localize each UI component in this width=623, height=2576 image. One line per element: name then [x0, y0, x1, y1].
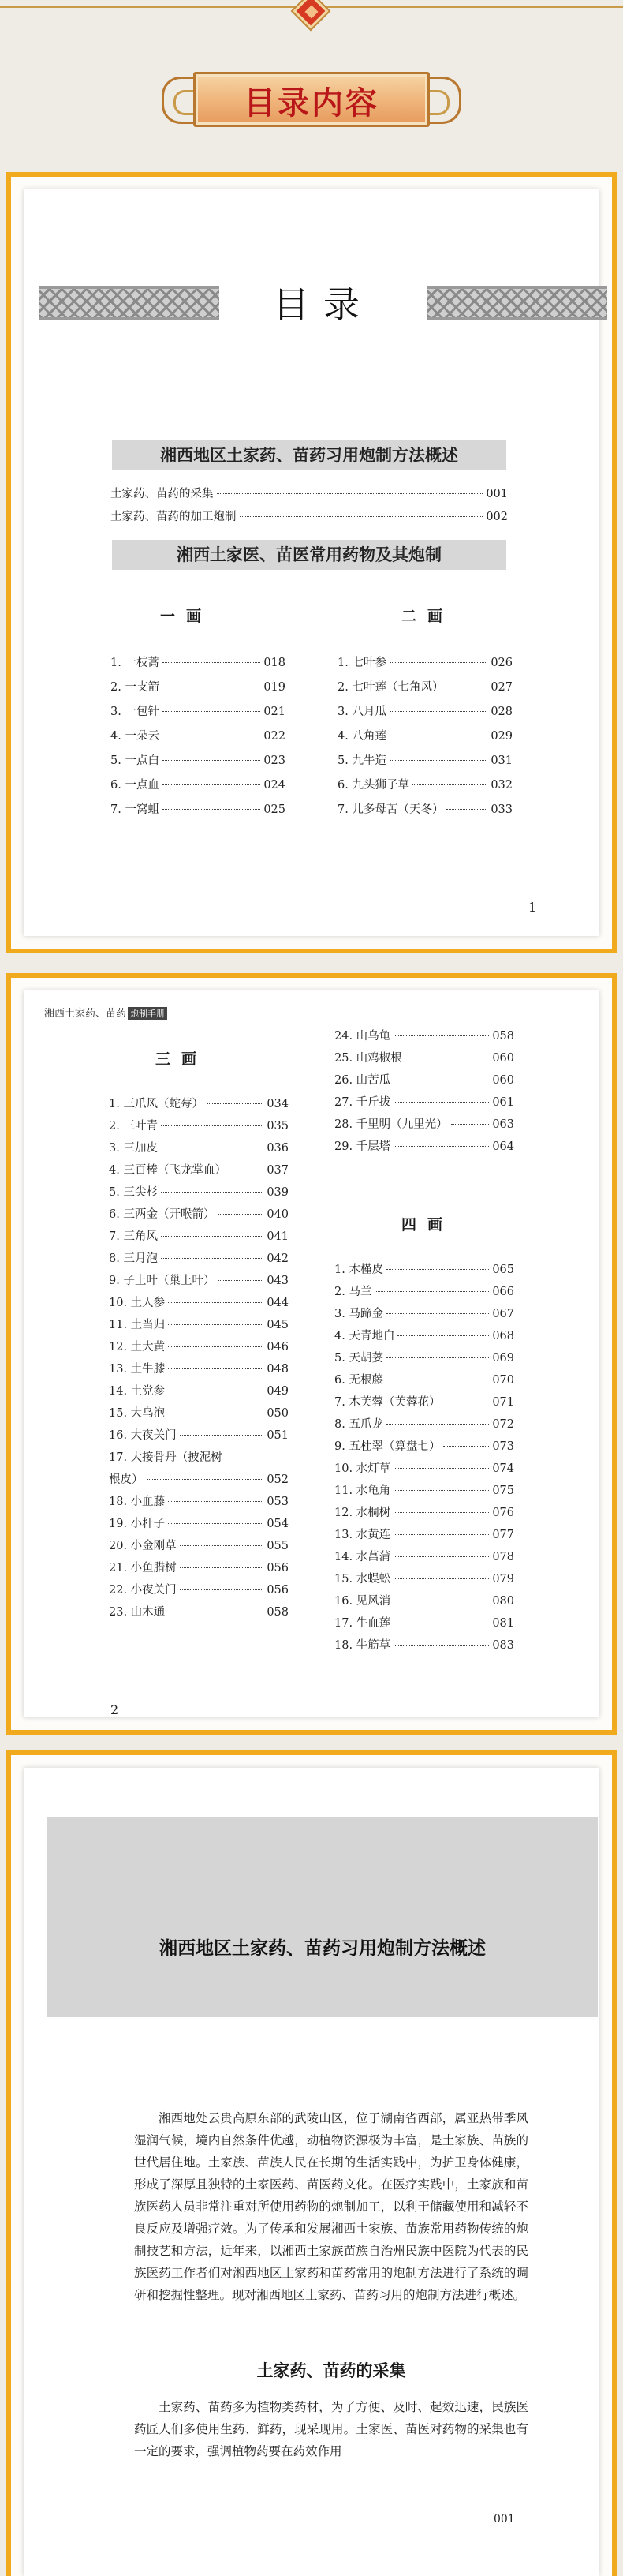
dot-leader: [180, 1435, 264, 1436]
toc-entry[interactable]: [334, 1503, 514, 1520]
toc-entry-title: 2. 七叶莲（七角风）: [338, 681, 444, 694]
toc-entry-page: 058: [267, 1606, 289, 1619]
toc-entry-page: 074: [492, 1462, 514, 1475]
toc-entry-page: 078: [492, 1551, 514, 1563]
toc-entry-page: 079: [492, 1573, 514, 1586]
toc-entry-page: 046: [267, 1341, 289, 1354]
toc-entry-title: 3. 三加皮: [109, 1142, 158, 1155]
dot-leader: [412, 784, 487, 785]
toc-entry-title: 16. 见风消: [334, 1595, 391, 1608]
toc-entry-page: 051: [267, 1429, 289, 1442]
toc-entry[interactable]: [334, 1481, 514, 1498]
dot-leader: [394, 1146, 489, 1147]
toc-entry-title: 20. 小金刚草: [109, 1540, 177, 1552]
stroke-group-title: 四画: [401, 1216, 453, 1234]
toc-entry-title: 22. 小夜关门: [109, 1584, 177, 1597]
toc-entry-page: 048: [267, 1363, 289, 1376]
toc-entry[interactable]: [109, 1603, 289, 1619]
page-number: 2: [110, 1702, 119, 1717]
toc-entry-title: 13. 土牛膝: [109, 1363, 166, 1376]
dot-leader: [375, 1291, 489, 1292]
toc-entry[interactable]: [334, 1371, 514, 1387]
dot-leader: [161, 1125, 263, 1126]
toc-entry-title: 15. 水蜈蚣: [334, 1573, 391, 1586]
toc-entry-page: 018: [263, 657, 285, 669]
toc-entry-page: 033: [491, 803, 513, 816]
toc-entry-title: 4. 八角莲: [338, 730, 386, 743]
toc-entry-page: 052: [267, 1473, 289, 1486]
toc-entry-title: 27. 千斤拔: [334, 1096, 391, 1109]
dot-leader: [390, 662, 487, 663]
toc-entry-page: 075: [492, 1485, 514, 1497]
toc-entry[interactable]: [338, 702, 513, 719]
dot-leader: [162, 760, 260, 761]
toc-entry-page: 060: [492, 1052, 514, 1065]
toc-entry-title: 14. 土党参: [109, 1385, 166, 1398]
toc-entry[interactable]: [110, 653, 285, 670]
toc-entry-title: 24. 山乌龟: [334, 1030, 391, 1043]
toc-entry-title: 1. 一枝蒿: [110, 657, 159, 669]
toc-entry-title: 1. 七叶参: [338, 657, 386, 669]
toc-entry-page: 065: [492, 1264, 514, 1276]
dot-leader: [180, 1589, 264, 1590]
toc-entry[interactable]: [109, 1183, 289, 1200]
running-head: [44, 1005, 167, 1020]
book-page-1: [24, 189, 599, 936]
toc-entry-title: 21. 小鱼腊树: [109, 1562, 177, 1574]
toc-entry[interactable]: [109, 1316, 289, 1332]
toc-entry-title: 7. 三角风: [109, 1230, 158, 1243]
toc-entry-title: 5. 九牛造: [338, 754, 386, 767]
toc-entry-title: 3. 马蹄金: [334, 1308, 383, 1320]
toc-entry-page: 039: [267, 1186, 289, 1199]
toc-entry[interactable]: [334, 1071, 514, 1088]
toc-entry-title: 土家药、苗药的采集: [110, 488, 214, 500]
toc-entry-page: 071: [492, 1396, 514, 1409]
toc-entry[interactable]: [334, 1049, 514, 1065]
toc-entry-page: 070: [492, 1374, 514, 1387]
toc-entry[interactable]: [334, 1636, 514, 1653]
banner-title: 目录内容: [244, 85, 379, 122]
toc-entry-page: 061: [492, 1096, 514, 1109]
toc-entry[interactable]: [334, 1282, 514, 1299]
toc-entry-page: 044: [267, 1297, 289, 1309]
toc-entry-title: 19. 小杆子: [109, 1518, 166, 1530]
dot-leader: [394, 1490, 489, 1491]
subheading: 土家药、苗药的采集: [256, 2361, 406, 2380]
toc-entry[interactable]: [334, 1526, 514, 1542]
dot-leader: [394, 1645, 489, 1646]
dot-leader: [180, 1567, 264, 1568]
toc-entry-title: 11. 水龟角: [334, 1485, 391, 1497]
toc-entry[interactable]: [109, 1227, 289, 1244]
toc-entry[interactable]: [109, 1117, 289, 1133]
toc-entry[interactable]: [109, 1404, 289, 1421]
toc-entry-title: 6. 无根藤: [334, 1374, 383, 1387]
dot-leader: [162, 809, 260, 810]
section-heading: 湘西地区土家药、苗药习用炮制方法概述: [112, 440, 506, 470]
stroke-group-title: 三画: [155, 1050, 207, 1068]
toc-entry-title: 16. 大夜关门: [109, 1429, 177, 1442]
dot-leader: [161, 1236, 263, 1237]
stroke-group-title: 一画: [159, 608, 212, 625]
toc-entry-page: 037: [267, 1164, 289, 1177]
toc-entry-title: 6. 三两金（开喉箭）: [109, 1208, 215, 1221]
toc-entry-page: 045: [267, 1319, 289, 1331]
book-page-3: [24, 1768, 599, 2576]
running-head-badge: 炮制手册: [128, 1007, 167, 1020]
toc-entry[interactable]: [109, 1515, 289, 1531]
toc-entry[interactable]: [109, 1426, 289, 1443]
toc-entry-page: 026: [491, 657, 513, 669]
toc-title: 目录: [273, 283, 374, 326]
toc-entry-title: 11. 土当归: [109, 1319, 166, 1331]
toc-entry-page: 060: [492, 1074, 514, 1087]
toc-entry[interactable]: [334, 1093, 514, 1110]
dot-leader: [168, 1523, 263, 1524]
toc-entry[interactable]: [110, 776, 285, 792]
toc-entry-title: 12. 土大黄: [109, 1341, 166, 1354]
page-frame-1: [6, 172, 617, 953]
toc-entry-page: 036: [267, 1142, 289, 1155]
dot-leader: [394, 1534, 489, 1535]
dot-leader: [446, 809, 487, 810]
toc-entry-title: 3. 一包针: [110, 706, 159, 718]
toc-entry-page: 067: [492, 1308, 514, 1320]
toc-entry[interactable]: [110, 751, 285, 768]
toc-entry-title: 10. 土人参: [109, 1297, 166, 1309]
toc-entry-page: 025: [263, 803, 285, 816]
toc-entry[interactable]: [334, 1459, 514, 1476]
toc-entry-page: 023: [263, 754, 285, 767]
toc-entry-title: 15. 大乌泡: [109, 1407, 166, 1420]
dot-leader: [397, 1335, 489, 1336]
page-header: [0, 0, 623, 166]
dot-leader: [168, 1324, 263, 1325]
toc-entry-page: 066: [492, 1286, 514, 1298]
toc-entry-title: 2. 一支箭: [110, 681, 159, 694]
toc-entry-page: 063: [492, 1118, 514, 1131]
toc-entry-page: 001: [486, 488, 508, 500]
intro-paragraph: 湘西地处云贵高原东部的武陵山区，位于湖南省西部，属亚热带季风湿润气候，境内自然条件优越，动植物资源极为丰富，是土家族、苗族的世代居住地。土家族、苗族人民在长期的生活实践中，为护卫身体健康，形成了深厚且独特的土家医药、苗医药文化。在医疗实践中，土家族和苗族医药人员非常注重对所使用药物的炮制加工，以利于储藏使用和减轻不良反应及增强疗效。为了传承和发展湘西土家族、苗族常用药物传统的炮制技艺和方法，近年来，以湘西土家族苗族自治州民族中医院为代表的民族医药工作者们对湘西地区土家药和苗药常用的炮制方法进行了系统的调研和挖掘性整理。现对湘西地区土家药、苗药习用的炮制方法进行概述。: [134, 2111, 528, 2302]
chapter-banner: [47, 1817, 598, 2017]
dot-leader: [386, 1357, 489, 1358]
toc-entry-title: 9. 子上叶（巢上叶）: [109, 1275, 215, 1287]
toc-entry[interactable]: [334, 1115, 514, 1132]
toc-entry-page: 040: [267, 1208, 289, 1221]
toc-entry-page: 049: [267, 1385, 289, 1398]
toc-entry-page: 050: [267, 1407, 289, 1420]
toc-entry[interactable]: [109, 1205, 289, 1222]
dot-leader: [240, 516, 483, 517]
toc-entry-title: 29. 千层塔: [334, 1140, 391, 1153]
toc-entry[interactable]: [109, 1448, 289, 1465]
toc-entry-title: 7. 儿多母苦（天冬）: [338, 803, 444, 816]
dot-leader: [386, 1269, 489, 1270]
toc-entry[interactable]: [334, 1349, 514, 1365]
toc-entry[interactable]: [338, 751, 513, 768]
toc-entry-page: 083: [492, 1639, 514, 1652]
toc-entry-page: 027: [491, 681, 513, 694]
page-number: 001: [494, 2513, 515, 2525]
toc-entry[interactable]: [334, 1437, 514, 1454]
dot-leader: [168, 1368, 263, 1369]
toc-entry-page: 055: [267, 1540, 289, 1552]
dot-leader: [217, 493, 483, 494]
toc-entry-page: 069: [492, 1352, 514, 1365]
toc-entry-page: 080: [492, 1595, 514, 1608]
toc-entry-title: 26. 山苦瓜: [334, 1074, 391, 1087]
toc-entry-title: 5. 天胡荽: [334, 1352, 383, 1365]
toc-entry-title: 2. 三叶青: [109, 1120, 158, 1133]
dot-leader: [394, 1578, 489, 1579]
toc-entry-title: 5. 一点白: [110, 754, 159, 767]
toc-entry[interactable]: [109, 1492, 289, 1509]
toc-entry-page: 035: [267, 1120, 289, 1133]
book-page-2: [24, 990, 599, 1717]
toc-entry-page: 024: [263, 779, 285, 792]
toc-entry-title: 28. 千里明（九里光）: [334, 1118, 448, 1131]
dot-leader: [168, 1501, 263, 1502]
page-frame-3: [6, 1750, 617, 2576]
toc-entry-page: 054: [267, 1518, 289, 1530]
toc-entry[interactable]: [334, 1137, 514, 1154]
dot-leader: [161, 1258, 263, 1259]
dot-leader: [168, 1346, 263, 1347]
dot-leader: [218, 1280, 263, 1281]
toc-entry-page: 019: [263, 681, 285, 694]
toc-entry-title: 8. 三月泡: [109, 1252, 158, 1265]
toc-entry[interactable]: [334, 1327, 514, 1343]
toc-entry-title: 17. 大接骨丹（披泥树: [109, 1451, 222, 1464]
toc-entry-title: 6. 一点血: [110, 779, 159, 792]
toc-entry-title: 4. 三百棒（飞龙掌血）: [109, 1164, 226, 1177]
toc-entry-title: 5. 三尖杉: [109, 1186, 158, 1199]
toc-entry-title: 1. 木槿皮: [334, 1264, 383, 1276]
toc-entry-title: 18. 牛筋草: [334, 1639, 391, 1652]
page-frame-2: [6, 973, 617, 1735]
dot-leader: [180, 1545, 264, 1546]
toc-entry-title: 18. 小血藤: [109, 1496, 166, 1508]
toc-entry[interactable]: [338, 727, 513, 743]
toc-entry[interactable]: [338, 800, 513, 817]
toc-entry[interactable]: [109, 1271, 289, 1288]
toc-entry-page: 034: [267, 1098, 289, 1110]
toc-entry[interactable]: [334, 1027, 514, 1043]
toc-entry[interactable]: [109, 1559, 289, 1575]
toc-entry[interactable]: [110, 727, 285, 743]
toc-entry[interactable]: [109, 1095, 289, 1111]
toc-entry-title: 根皮）: [109, 1473, 144, 1486]
title-banner: [162, 67, 461, 133]
dot-leader: [386, 1424, 489, 1425]
toc-entry[interactable]: [109, 1161, 289, 1178]
page-number: 1: [528, 900, 537, 915]
toc-entry-page: 042: [267, 1252, 289, 1265]
toc-entry[interactable]: [110, 800, 285, 817]
dot-leader: [394, 1512, 489, 1513]
toc-entry[interactable]: [334, 1393, 514, 1410]
toc-entry-title: 17. 牛血莲: [334, 1617, 391, 1630]
stroke-group-title: 二画: [401, 608, 453, 625]
toc-entry[interactable]: [110, 485, 508, 501]
running-head-title: 湘西土家药、苗药: [44, 1008, 127, 1020]
toc-entry-title: 1. 三爪风（蛇莓）: [109, 1098, 203, 1110]
dot-leader: [207, 1103, 263, 1104]
toc-entry[interactable]: [338, 653, 513, 670]
dot-leader: [451, 1124, 490, 1125]
toc-entry-page: 028: [491, 706, 513, 718]
toc-entry[interactable]: [110, 507, 508, 524]
dot-leader: [443, 1446, 489, 1447]
toc-entry-title: 4. 一朵云: [110, 730, 159, 743]
toc-entry[interactable]: [334, 1592, 514, 1608]
toc-entry[interactable]: [334, 1548, 514, 1564]
toc-entry-page: 072: [492, 1418, 514, 1431]
toc-entry-page: 031: [491, 754, 513, 767]
toc-entry[interactable]: [109, 1294, 289, 1310]
toc-entry-title: 7. 木芙蓉（芙蓉花）: [334, 1396, 441, 1409]
toc-entry[interactable]: [334, 1260, 514, 1277]
toc-entry-title: 8. 五爪龙: [334, 1418, 383, 1431]
dot-leader: [147, 1479, 264, 1480]
section-heading: 湘西土家医、苗医常用药物及其炮制: [112, 540, 506, 570]
toc-entry-title: 6. 九头狮子草: [338, 779, 409, 792]
toc-entry-title: 10. 水灯草: [334, 1462, 391, 1475]
toc-entry-title: 23. 山木通: [109, 1606, 166, 1619]
toc-entry-page: 053: [267, 1496, 289, 1508]
toc-entry-page: 021: [263, 706, 285, 718]
toc-entry-title: 14. 水菖蒲: [334, 1551, 391, 1563]
toc-entry[interactable]: [334, 1614, 514, 1631]
toc-entry-page: 058: [492, 1030, 514, 1043]
toc-entry[interactable]: [109, 1470, 289, 1487]
body-paragraph: 土家药、苗药多为植物类药材，为了方便、及时、起效迅速，民族医药匠人们多使用生药、鲜药，现采现用。土家医、苗医对药物的采集也有一定的要求，强调植物药要在药效作用: [134, 2400, 528, 2458]
dot-leader: [162, 784, 260, 785]
chapter-title: 湘西地区土家药、苗药习用炮制方法概述: [159, 1938, 486, 1959]
toc-entry-page: 068: [492, 1330, 514, 1342]
pattern-left-icon: [39, 286, 219, 320]
dot-leader: [394, 1556, 489, 1557]
toc-entry-page: 029: [491, 730, 513, 743]
toc-entry[interactable]: [109, 1338, 289, 1354]
toc-entry-page: 077: [492, 1529, 514, 1541]
toc-entry[interactable]: [109, 1382, 289, 1398]
dot-leader: [394, 1035, 489, 1036]
toc-entry[interactable]: [338, 776, 513, 792]
toc-entry-title: 土家药、苗药的加工炮制: [110, 511, 237, 523]
dot-leader: [162, 711, 260, 712]
toc-entry[interactable]: [109, 1537, 289, 1553]
toc-entry[interactable]: [334, 1305, 514, 1321]
toc-entry[interactable]: [109, 1581, 289, 1597]
toc-entry[interactable]: [109, 1249, 289, 1266]
toc-entry-page: 022: [263, 730, 285, 743]
toc-entry-page: 056: [267, 1584, 289, 1597]
toc-entry-title: 3. 八月瓜: [338, 706, 386, 718]
pattern-right-icon: [427, 286, 607, 320]
toc-entry-title: 2. 马兰: [334, 1286, 372, 1298]
toc-entry[interactable]: [334, 1415, 514, 1432]
toc-entry-page: 041: [267, 1230, 289, 1243]
dot-leader: [390, 760, 487, 761]
dot-leader: [390, 711, 487, 712]
dot-leader: [394, 1468, 489, 1469]
dot-leader: [162, 662, 260, 663]
toc-entry[interactable]: [110, 678, 285, 695]
toc-entry[interactable]: [109, 1139, 289, 1155]
toc-entry-title: 25. 山鸡椒根: [334, 1052, 402, 1065]
toc-entry-title: 12. 水桐树: [334, 1507, 391, 1519]
toc-entry-page: 073: [492, 1440, 514, 1453]
toc-entry-page: 076: [492, 1507, 514, 1519]
toc-entry-page: 043: [267, 1275, 289, 1287]
toc-entry[interactable]: [334, 1570, 514, 1586]
toc-entry-title: 7. 一窝蛆: [110, 803, 159, 816]
dot-leader: [218, 1214, 263, 1215]
toc-entry-page: 081: [492, 1617, 514, 1630]
toc-entry[interactable]: [109, 1360, 289, 1376]
toc-entry[interactable]: [110, 702, 285, 719]
toc-header: [39, 268, 607, 331]
dot-leader: [386, 1313, 489, 1314]
toc-entry[interactable]: [338, 678, 513, 695]
dot-leader: [161, 1192, 263, 1193]
toc-entry-title: 4. 天青地白: [334, 1330, 395, 1342]
toc-entry-page: 002: [486, 511, 508, 523]
toc-entry-page: 032: [491, 779, 513, 792]
toc-entry-page: 056: [267, 1562, 289, 1574]
dot-leader: [168, 1302, 263, 1303]
toc-entry-title: 13. 水黄连: [334, 1529, 391, 1541]
toc-entry-page: 064: [492, 1140, 514, 1153]
toc-entry-title: 9. 五杜翠（算盘七）: [334, 1440, 441, 1453]
dot-leader: [394, 1102, 489, 1103]
